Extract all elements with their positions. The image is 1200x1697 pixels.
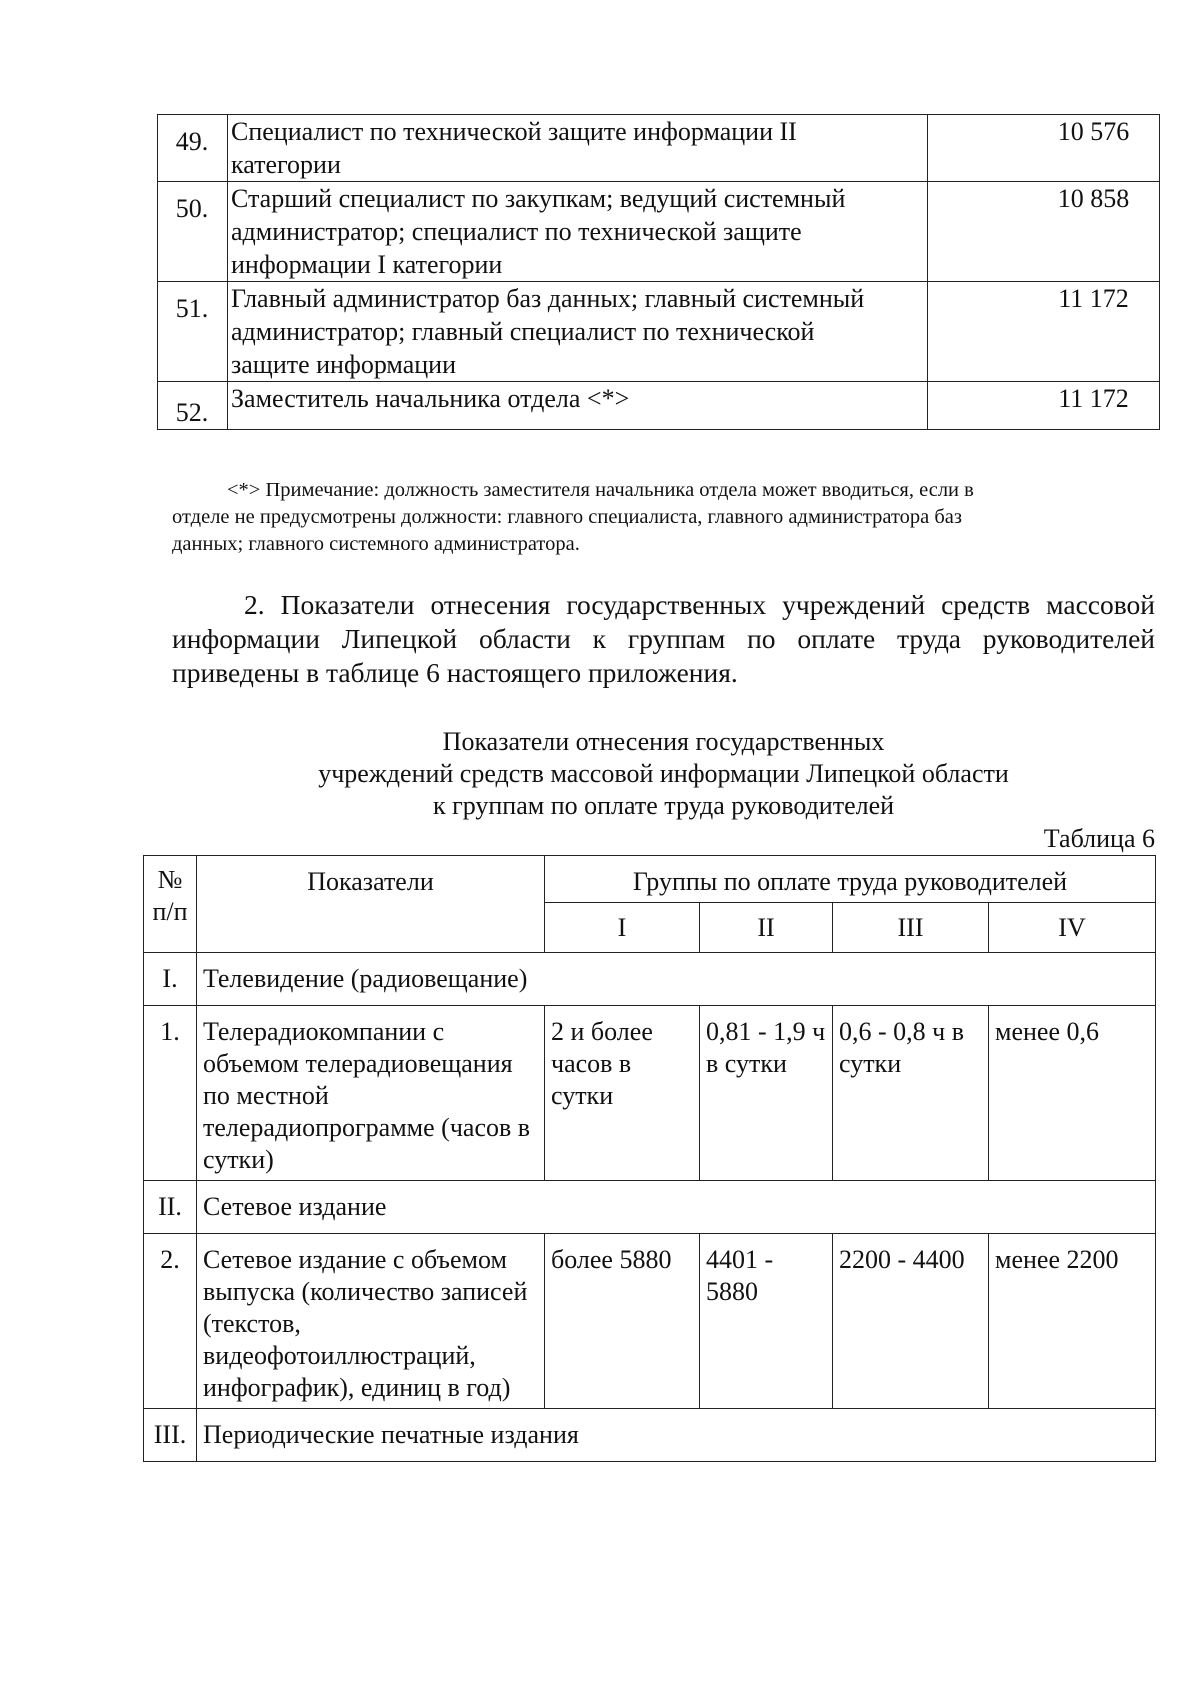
salary-value: 11 172 xyxy=(928,282,1160,382)
table-row xyxy=(158,282,1160,382)
group-1-cell: более 5880 xyxy=(545,1234,700,1409)
group-4-cell: менее 2200 xyxy=(989,1234,1156,1409)
group-4-cell: менее 0,6 xyxy=(989,1006,1156,1181)
salary-value: 10 858 xyxy=(928,182,1160,282)
column-header-groups: Группы по оплате труда руководителей xyxy=(545,856,1156,903)
position-title: Заместитель начальника отдела <*> xyxy=(228,382,928,430)
row-number: 1. xyxy=(144,1006,197,1181)
group-3-cell: 2200 - 4400 xyxy=(833,1234,989,1409)
section-title: Сетевое издание xyxy=(197,1181,1156,1234)
group-header: III xyxy=(833,903,989,953)
indicator-cell: Телерадиокомпании с объемом телерадиовещания по местной телерадиопрограмме (часов в сутки) xyxy=(197,1006,545,1181)
salary-value: 11 172 xyxy=(928,382,1160,430)
group-2-cell: 0,81 - 1,9 ч в сутки xyxy=(700,1006,833,1181)
group-2-cell: 4401 - 5880 xyxy=(700,1234,833,1409)
group-header: II xyxy=(700,903,833,953)
table-6 xyxy=(143,855,1156,1462)
row-number: 52. xyxy=(158,382,228,430)
group-1-cell: 2 и более часов в сутки xyxy=(545,1006,700,1181)
position-title: Старший специалист по закупкам; ведущий системный администратор; специалист по технической защите информации I категории xyxy=(228,182,928,282)
staff-salary-table xyxy=(157,114,1160,430)
group-header: I xyxy=(545,903,700,953)
position-title: Главный администратор баз данных; главный системный администратор; главный специалист по технической защите информации xyxy=(228,282,928,382)
section-number: III. xyxy=(144,1409,197,1462)
footnote-line: отделе не предусмотрены должности: главного специалиста, главного администратора баз xyxy=(172,506,963,528)
table-row xyxy=(144,1006,1156,1181)
position-title: Специалист по технической защите информации II категории xyxy=(228,115,928,182)
table-row xyxy=(158,182,1160,282)
column-header-number: № п/п xyxy=(144,856,197,953)
table-row xyxy=(144,1234,1156,1409)
section-number: I. xyxy=(144,953,197,1006)
table-number-label: Таблица 6 xyxy=(1043,824,1155,853)
footnote-line: данных; главного системного администратора. xyxy=(172,533,580,555)
row-number: 49. xyxy=(158,115,228,182)
footnote-line: <*> Примечание: должность заместителя начальника отдела может вводиться, если в xyxy=(227,479,974,501)
section-title: Периодические печатные издания xyxy=(197,1409,1156,1462)
row-number: 51. xyxy=(158,282,228,382)
section-row xyxy=(144,953,1156,1006)
footnote xyxy=(172,477,1155,558)
row-number: 2. xyxy=(144,1234,197,1409)
body-paragraph: 2. Показатели отнесения государственных учреждений средств массовой информации Липецкой области к группам по оплате труда руководителей приведены в таблице 6 настоящего приложения. xyxy=(172,589,1155,688)
section-row xyxy=(144,1181,1156,1234)
section-number: II. xyxy=(144,1181,197,1234)
salary-value: 10 576 xyxy=(928,115,1160,182)
section-row xyxy=(144,1409,1156,1462)
table-header-row xyxy=(144,856,1156,903)
table-caption: Показатели отнесения государственных учреждений средств массовой информации Липецкой области к группам по оплате труда руководителей xyxy=(318,727,1009,820)
group-3-cell: 0,6 - 0,8 ч в сутки xyxy=(833,1006,989,1181)
column-header-indicator: Показатели xyxy=(197,856,545,953)
row-number: 50. xyxy=(158,182,228,282)
section-title: Телевидение (радиовещание) xyxy=(197,953,1156,1006)
table-row xyxy=(158,115,1160,182)
group-header: IV xyxy=(989,903,1156,953)
indicator-cell: Сетевое издание с объемом выпуска (количество записей (текстов, видеофотоиллюстраций, инфографик), единиц в год) xyxy=(197,1234,545,1409)
table-row xyxy=(158,382,1160,430)
